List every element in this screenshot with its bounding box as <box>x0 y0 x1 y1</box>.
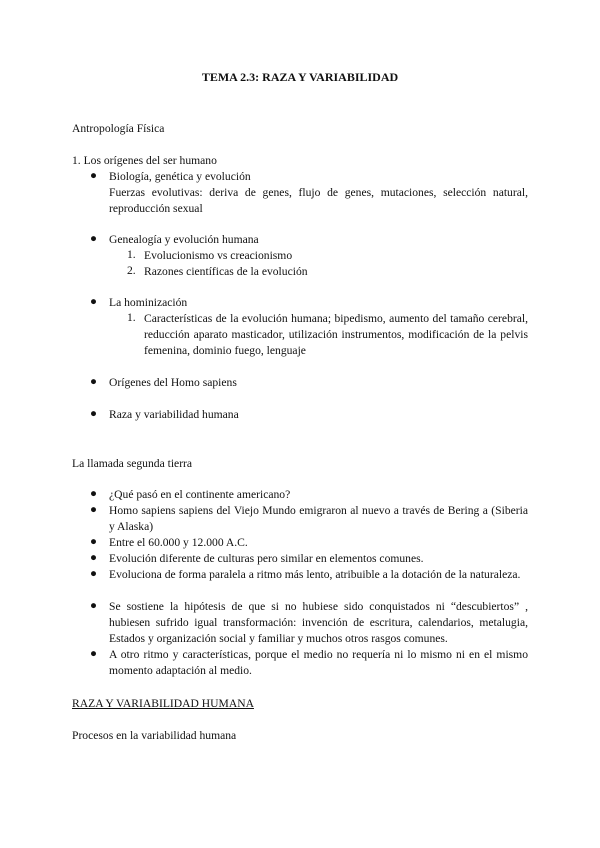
list-item: Evoluciona de forma paralela a ritmo más lento, atribuible a la dotación de la naturaleza. <box>109 568 521 581</box>
list-item: Se sostiene la hipótesis de que si no hubiese sido conquistados ni “descubiertos” , hubiesen sufrido igual transformación: invención de escritura, calendarios, metalugia, Estados y organización social y familiar y muchos otros rasgos comunes. <box>109 600 528 646</box>
list-item: A otro ritmo y características, porque el medio no requería ni lo mismo ni en el mismo momento adaptación al medio. <box>109 648 528 678</box>
list-number: 1. <box>127 248 136 261</box>
sub-list-item: Características de la evolución humana; bipedismo, aumento del tamaño cerebral, reducción aparato masticador, utilización instrumentos, modificación de la pelvis femenina, dominio fuego, lenguaje <box>144 312 528 358</box>
section-heading: La llamada segunda tierra <box>72 457 193 470</box>
bullet-icon: ● <box>90 487 98 500</box>
list-item: Genealogía y evolución humana <box>109 233 259 246</box>
list-item: Entre el 60.000 y 12.000 A.C. <box>109 536 248 549</box>
list-item: La hominización <box>109 296 188 309</box>
list-number: 1. <box>127 311 136 324</box>
list-item: Raza y variabilidad humana <box>109 408 239 421</box>
numbered-heading: 1. Los orígenes del ser humano <box>72 154 217 167</box>
list-number: 2. <box>127 264 136 277</box>
bullet-icon: ● <box>90 535 98 548</box>
list-item: Homo sapiens sapiens del Viejo Mundo emigraron al nuevo a través de Bering a (Siberia y Alaska) <box>109 504 528 534</box>
subsection-heading: Procesos en la variabilidad humana <box>72 729 237 742</box>
bullet-icon: ● <box>90 599 98 612</box>
list-item: ¿Qué pasó en el continente americano? <box>109 488 291 501</box>
list-item: Orígenes del Homo sapiens <box>109 376 237 389</box>
bullet-icon: ● <box>90 232 98 245</box>
section-heading: Antropología Física <box>72 122 165 135</box>
list-item: Evolución diferente de culturas pero similar en elementos comunes. <box>109 552 424 565</box>
bullet-icon: ● <box>90 551 98 564</box>
bullet-icon: ● <box>90 503 98 516</box>
bullet-icon: ● <box>90 295 98 308</box>
sub-list-item: Evolucionismo vs creacionismo <box>144 249 293 262</box>
bullet-icon: ● <box>90 375 98 388</box>
bullet-icon: ● <box>90 169 98 182</box>
document-title: TEMA 2.3: RAZA Y VARIABILIDAD <box>201 70 399 84</box>
list-item-detail: Fuerzas evolutivas: deriva de genes, flujo de genes, mutaciones, selección natural, reproducción sexual <box>109 186 528 216</box>
bullet-icon: ● <box>90 407 98 420</box>
sub-list-item: Razones científicas de la evolución <box>144 265 308 278</box>
section-heading-underlined: RAZA Y VARIABILIDAD HUMANA <box>72 697 254 710</box>
list-item: Biología, genética y evolución <box>109 170 251 183</box>
bullet-icon: ● <box>90 567 98 580</box>
bullet-icon: ● <box>90 647 98 660</box>
